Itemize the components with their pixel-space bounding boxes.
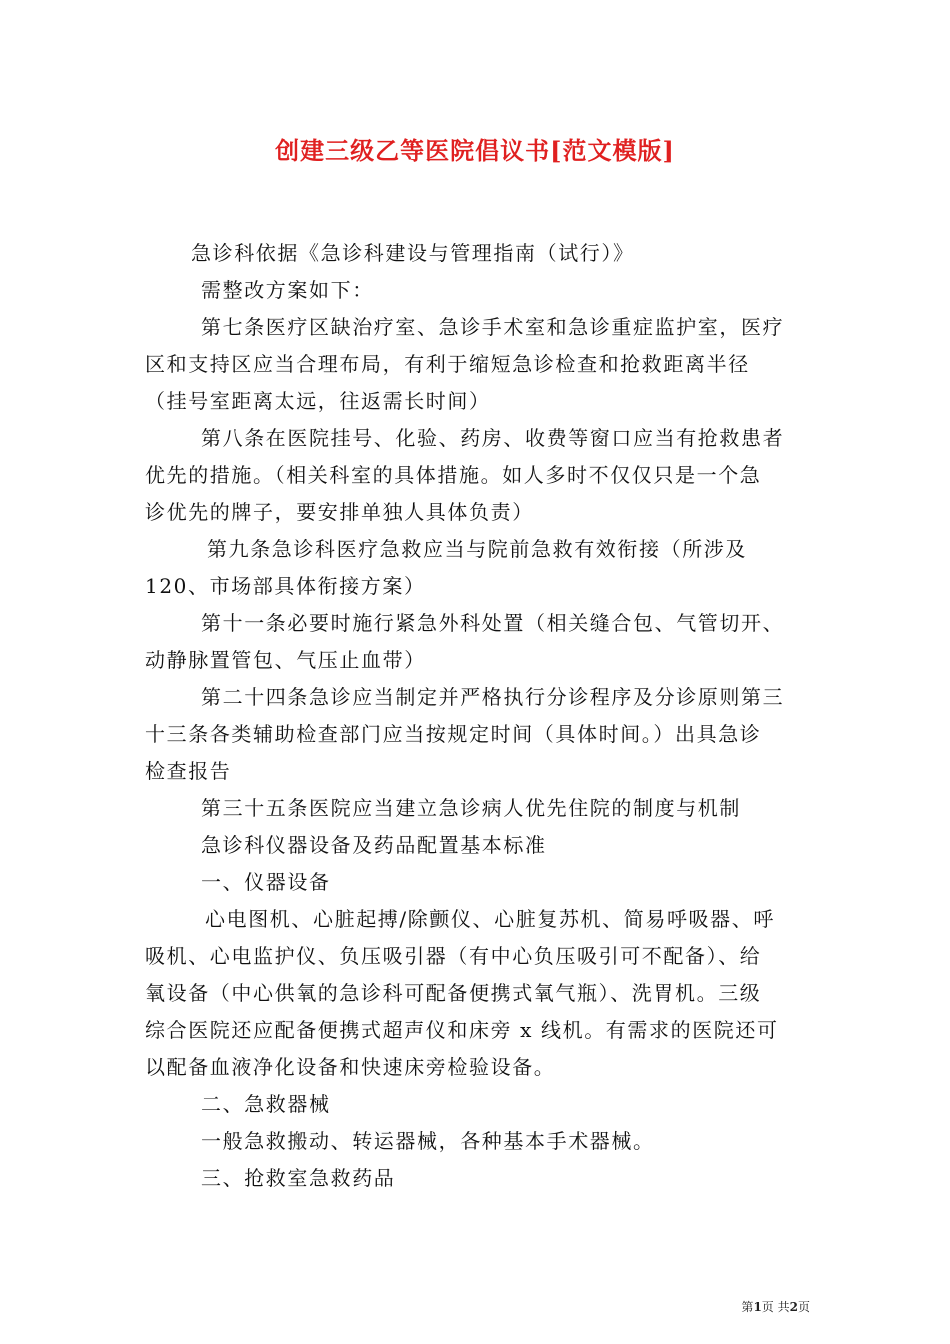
document-line: 急诊科仪器设备及药品配置基本标准: [201, 833, 547, 857]
document-line: 需整改方案如下：: [201, 278, 374, 302]
document-line: 急诊科依据《急诊科建设与管理指南（试行）》: [191, 241, 635, 265]
document-line: 二、急救器械: [201, 1092, 331, 1116]
document-line: 优先的措施。（相关科室的具体措施。如人多时不仅仅只是一个急: [145, 463, 762, 487]
document-line: 第八条在医院挂号、化验、药房、收费等窗口应当有抢救患者: [201, 426, 785, 450]
document-line: 区和支持区应当合理布局，有利于缩短急诊检查和抢救距离半径: [145, 352, 750, 376]
footer-prefix: 第: [741, 1300, 754, 1314]
document-line: 综合医院还应配备便携式超声仪和床旁 x 线机。有需求的医院还可: [145, 1018, 779, 1042]
document-line: 第三十五条医院应当建立急诊病人优先住院的制度与机制: [201, 796, 741, 820]
document-body: [145, 235, 810, 1197]
document-line: 第九条急诊科医疗急救应当与院前急救有效衔接（所涉及: [207, 537, 747, 561]
document-line: 第十一条必要时施行紧急外科处置（相关缝合包、气管切开、: [201, 611, 785, 635]
page-footer: [741, 1298, 810, 1315]
document-line: 一、仪器设备: [201, 870, 331, 894]
document-title: 创建三级乙等医院倡议书[范文模版]: [275, 136, 675, 165]
document-line: 三、抢救室急救药品: [201, 1166, 396, 1190]
document-line: （挂号室距离太远，往返需长时间）: [145, 389, 491, 413]
document-line: 120、市场部具体衔接方案）: [145, 574, 426, 598]
document-line: 十三条各类辅助检查部门应当按规定时间（具体时间。）出具急诊: [145, 722, 762, 746]
document-line: 诊优先的牌子，要安排单独人具体负责）: [145, 500, 534, 524]
document-line: 第七条医疗区缺治疗室、急诊手术室和急诊重症监护室，医疗: [201, 315, 785, 339]
footer-middle: 页 共: [761, 1300, 790, 1314]
footer-total-pages: 2: [789, 1300, 798, 1314]
document-line: 检查报告: [145, 759, 232, 783]
document-line: 第二十四条急诊应当制定并严格执行分诊程序及分诊原则第三: [201, 685, 785, 709]
document-line: 一般急救搬动、转运器械，各种基本手术器械。: [201, 1129, 655, 1153]
document-line: 以配备血液净化设备和快速床旁检验设备。: [145, 1055, 556, 1079]
document-line: 动静脉置管包、气压止血带）: [145, 648, 426, 672]
footer-current-page: 1: [753, 1300, 762, 1314]
document-line: 心电图机、心脏起搏/除颤仪、心脏复苏机、简易呼吸器、呼: [205, 907, 775, 931]
footer-suffix: 页: [797, 1300, 810, 1314]
document-line: 吸机、心电监护仪、负压吸引器（有中心负压吸引可不配备）、给: [145, 944, 762, 968]
document-line: 氧设备（中心供氧的急诊科可配备便携式氧气瓶）、洗胃机。三级: [145, 981, 762, 1005]
